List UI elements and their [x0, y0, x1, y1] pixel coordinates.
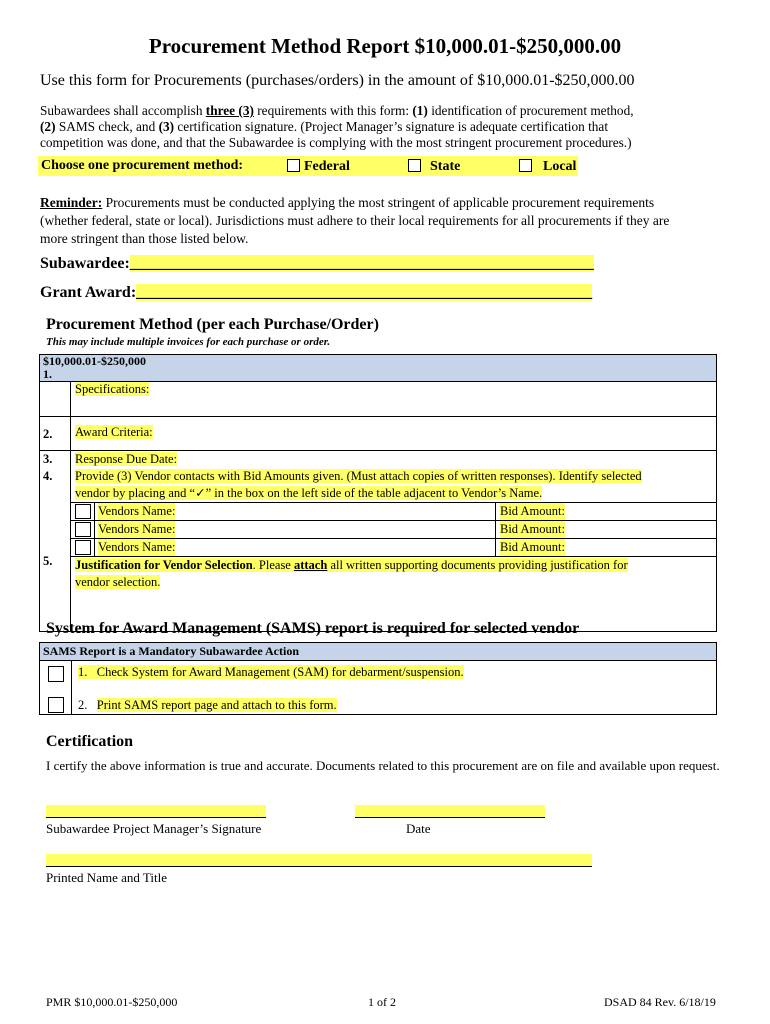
state-label: State — [430, 159, 461, 174]
subawardee-field[interactable] — [40, 255, 594, 273]
certification-heading: Certification — [46, 733, 134, 750]
sams-check-checkbox[interactable] — [48, 666, 64, 682]
vendor-row — [71, 502, 716, 520]
row-number: 3. — [43, 452, 53, 466]
footer-revision: DSAD 84 Rev. 6/18/19 — [604, 995, 716, 1009]
vendor-instructions-cont: vendor by placing and “✓” in the box on the left side of the table adjacent to Vendor’s Name. — [75, 486, 543, 500]
federal-label: Federal — [304, 159, 350, 174]
vendor-row — [71, 538, 716, 557]
sams-table-header: SAMS Report is a Mandatory Subawardee Action — [40, 643, 717, 661]
sams-heading: System for Award Management (SAMS) report is required for selected vendor — [46, 620, 580, 637]
bid-amount-label[interactable]: Bid Amount: — [500, 522, 565, 536]
sams-item-1: 1. Check System for Award Management (SAM) for debarment/suspension. — [78, 665, 464, 679]
date-line[interactable] — [355, 805, 545, 818]
response-due-date-label[interactable]: Response Due Date: — [75, 452, 178, 466]
page-subtitle: Use this form for Procurements (purchases/orders) in the amount of $10,000.01-$250,000.00 — [40, 72, 635, 89]
row-number: 4. — [43, 469, 53, 483]
justification-field[interactable]: Justification for Vendor Selection. Please attach all written supporting documents providing justification for — [75, 558, 628, 572]
federal-checkbox[interactable] — [287, 159, 300, 172]
page-number: 1 of 2 — [368, 995, 396, 1009]
procurement-table-header: $10,000.01-$250,000 1. — [40, 355, 717, 382]
reminder-label: Reminder: — [40, 195, 103, 210]
bid-amount-label[interactable]: Bid Amount: — [500, 504, 565, 518]
sams-table: SAMS Report is a Mandatory Subawardee Action 1. Check System for Award Management (SAM) for debarment/suspension. 2. Print SAMS report page and attach to this form. — [39, 642, 717, 715]
intro-paragraph: Subawardees shall accomplish three (3) requirements with this form: (1) identification of procurement method, (2) SAMS check, and (3) certification signature. (Project Manager’s signature is adequate certification that competition was done, and that the Subawardee is complying with the most stringent procurement procedures.) — [40, 103, 634, 150]
procurement-table: $10,000.01-$250,000 1. Specifications: 2. Award Criteria: 3. 4. 5. Response Due Date: Provide (3) Vendor contacts with Bid Amounts given. (Must attach copies of written responses). Identify selected vendor by placing and “✓” in the box on the left side of the table adjacent to Vendor’s Name. Vendors Name: Bid Amount: Vendors Name: Bid Amount: Vendors Name: Bid Amount: Justification for Vendor Selection. Please attach all written supporting documents providing justification for vendor selection. — [39, 354, 717, 632]
subawardee-label: Subawardee: — [40, 255, 130, 272]
row-number: 2. — [40, 417, 71, 451]
grant-award-field[interactable] — [40, 284, 592, 302]
date-label: Date — [406, 821, 431, 836]
vendor-instructions: Provide (3) Vendor contacts with Bid Amounts given. (Must attach copies of written responses). Identify selected — [75, 469, 642, 483]
signature-label: Subawardee Project Manager’s Signature — [46, 821, 262, 836]
procurement-note: This may include multiple invoices for each purchase or order. — [46, 336, 331, 348]
bid-amount-label[interactable]: Bid Amount: — [500, 540, 565, 554]
subawardee-input-line[interactable]: __________________________________________________________ — [129, 255, 594, 272]
page-title: Procurement Method Report $10,000.01-$250,000.00 — [148, 34, 622, 58]
justification-label: Justification for Vendor Selection — [75, 558, 253, 572]
state-checkbox[interactable] — [408, 159, 421, 172]
grant-award-input-line[interactable]: _________________________________________________________ — [136, 284, 593, 301]
grant-award-label: Grant Award: — [40, 284, 137, 301]
procurement-method-heading: Procurement Method (per each Purchase/Order) — [46, 316, 379, 333]
vendor-select-checkbox[interactable] — [75, 504, 91, 519]
sams-print-checkbox[interactable] — [48, 697, 64, 713]
certification-text: I certify the above information is true and accurate. Documents related to this procurement are on file and available upon request. — [46, 758, 720, 773]
procurement-method-choice — [38, 156, 578, 176]
award-criteria-field[interactable] — [71, 417, 717, 451]
vendor-name-label[interactable]: Vendors Name: — [98, 540, 176, 554]
vendor-select-checkbox[interactable] — [75, 522, 91, 537]
award-criteria-label: Award Criteria: — [75, 425, 153, 439]
specifications-label: Specifications: — [75, 382, 150, 396]
printed-name-line[interactable] — [46, 854, 592, 867]
vendor-row — [71, 520, 716, 538]
local-label: Local — [543, 159, 577, 174]
printed-name-label: Printed Name and Title — [46, 870, 167, 885]
choose-label: Choose one procurement method: — [41, 158, 244, 173]
local-checkbox[interactable] — [519, 159, 532, 172]
vendor-name-label[interactable]: Vendors Name: — [98, 504, 176, 518]
signature-line[interactable] — [46, 805, 266, 818]
reminder-paragraph: Reminder: Procurements must be conducted applying the most stringent of applicable procurement requirements (whether federal, state or local). Jurisdictions must adhere to their local requirements for all procurements if they are more stringent than those listed below. — [40, 195, 670, 246]
row-number: 5. — [43, 554, 53, 568]
footer-form-id: PMR $10,000.01-$250,000 — [46, 995, 178, 1009]
sams-item-2: Print SAMS report page and attach to this form. — [96, 698, 337, 712]
vendor-name-label[interactable]: Vendors Name: — [98, 522, 176, 536]
vendor-select-checkbox[interactable] — [75, 540, 91, 555]
specifications-field[interactable] — [71, 382, 717, 417]
